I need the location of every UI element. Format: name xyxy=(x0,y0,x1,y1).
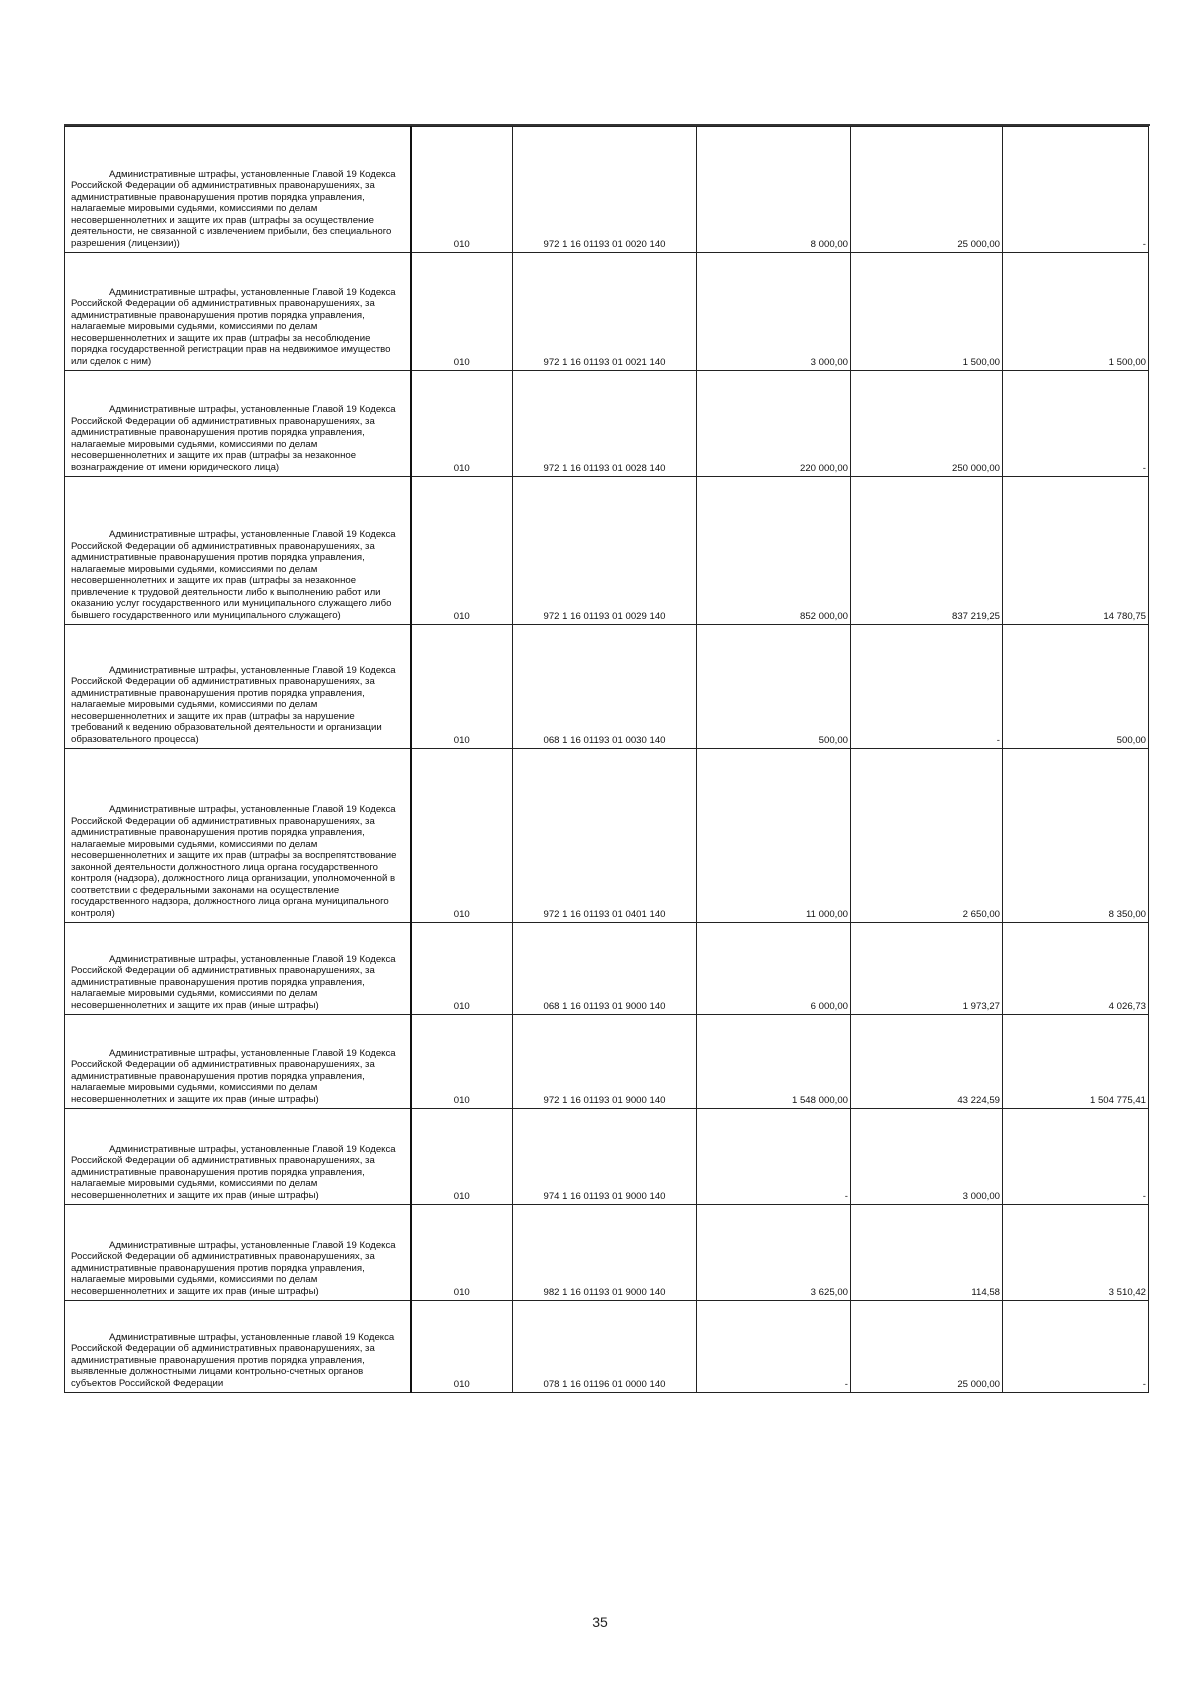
row-budget-code-cell xyxy=(513,749,697,923)
row-name-text: Административные штрафы, установленные Главой 19 Кодекса Российской Федерации об административных правонарушениях, за административные правонарушения против порядка управления, налагаемые мировыми судьями, комиссиями по делам несовершеннолетних и защите их прав (штрафы за осуществление деятельности, не связанной с извлечением прибыли, без специального разрешения (лицензии)) xyxy=(71,168,396,249)
row-executed-cell xyxy=(851,253,1003,371)
row-approved-text: 8 000,00 xyxy=(810,238,848,250)
row-executed-text: 1 500,00 xyxy=(962,356,1000,368)
row-line-code-text: 010 xyxy=(453,734,470,746)
row-executed-cell xyxy=(851,749,1003,923)
table-row xyxy=(65,1015,1149,1109)
row-line-code-text: 010 xyxy=(453,462,470,474)
row-approved-text: 220 000,00 xyxy=(799,462,848,474)
row-line-code-cell xyxy=(411,923,513,1015)
row-unexecuted-cell xyxy=(1003,477,1149,625)
row-line-code-cell xyxy=(411,477,513,625)
row-budget-code-text: 972 1 16 01193 01 9000 140 xyxy=(543,1094,666,1106)
row-unexecuted-text: 500,00 xyxy=(1116,734,1146,746)
row-budget-code-text: 078 1 16 01196 01 0000 140 xyxy=(543,1378,666,1390)
row-line-code-cell xyxy=(411,1015,513,1109)
row-unexecuted-cell xyxy=(1003,625,1149,749)
row-executed-cell xyxy=(851,1301,1003,1393)
row-name-cell xyxy=(65,127,411,253)
row-executed-cell xyxy=(851,127,1003,253)
row-approved-cell xyxy=(697,477,851,625)
row-executed-cell xyxy=(851,1205,1003,1301)
row-budget-code-text: 068 1 16 01193 01 0030 140 xyxy=(543,734,666,746)
row-budget-code-text: 972 1 16 01193 01 0028 140 xyxy=(543,462,666,474)
row-executed-text: 3 000,00 xyxy=(962,1190,1000,1202)
table-row xyxy=(65,1205,1149,1301)
row-line-code-cell xyxy=(411,749,513,923)
row-unexecuted-text: 3 510,42 xyxy=(1108,1286,1146,1298)
row-line-code-text: 010 xyxy=(453,908,470,920)
row-unexecuted-text: 4 026,73 xyxy=(1108,1000,1146,1012)
row-executed-text: 25 000,00 xyxy=(957,1378,1000,1390)
row-line-code-cell xyxy=(411,625,513,749)
row-unexecuted-cell xyxy=(1003,127,1149,253)
row-line-code-text: 010 xyxy=(453,238,470,250)
row-budget-code-cell xyxy=(513,1301,697,1393)
row-budget-code-text: 974 1 16 01193 01 9000 140 xyxy=(543,1190,666,1202)
row-budget-code-cell xyxy=(513,1015,697,1109)
row-approved-cell xyxy=(697,1109,851,1205)
row-unexecuted-cell xyxy=(1003,1015,1149,1109)
row-approved-cell xyxy=(697,923,851,1015)
row-name-cell xyxy=(65,625,411,749)
row-approved-text: 11 000,00 xyxy=(806,908,848,920)
row-executed-cell xyxy=(851,1015,1003,1109)
row-unexecuted-text: 1 500,00 xyxy=(1108,356,1146,368)
row-name-text: Административные штрафы, установленные Главой 19 Кодекса Российской Федерации об административных правонарушениях, за административные правонарушения против порядка управления, налагаемые мировыми судьями, комиссиями по делам несовершеннолетних и защите их прав (штрафы за незаконное вознаграждение от имени юридического лица) xyxy=(71,404,396,473)
row-executed-cell xyxy=(851,371,1003,477)
row-approved-text: - xyxy=(844,1378,848,1390)
row-budget-code-cell xyxy=(513,1109,697,1205)
row-budget-code-text: 972 1 16 01193 01 0401 140 xyxy=(543,908,666,920)
row-executed-cell xyxy=(851,923,1003,1015)
row-line-code-cell xyxy=(411,1205,513,1301)
row-approved-cell xyxy=(697,253,851,371)
row-name-cell xyxy=(65,371,411,477)
row-approved-text: 1 548 000,00 xyxy=(791,1094,848,1106)
row-approved-cell xyxy=(697,749,851,923)
row-executed-text: 43 224,59 xyxy=(957,1094,1000,1106)
table-row xyxy=(65,253,1149,371)
row-approved-cell xyxy=(697,371,851,477)
row-name-text: Административные штрафы, установленные Главой 19 Кодекса Российской Федерации об административных правонарушениях, за административные правонарушения против порядка управления, налагаемые мировыми судьями, комиссиями по делам несовершеннолетних и защите их прав (иные штрафы) xyxy=(71,1143,396,1201)
row-name-cell xyxy=(65,253,411,371)
row-line-code-text: 010 xyxy=(453,1378,470,1390)
row-executed-text: 1 973,27 xyxy=(962,1000,1000,1012)
row-budget-code-text: 972 1 16 01193 01 0029 140 xyxy=(543,610,666,622)
row-approved-cell xyxy=(697,1205,851,1301)
row-unexecuted-cell xyxy=(1003,923,1149,1015)
table-row xyxy=(65,923,1149,1015)
row-budget-code-cell xyxy=(513,625,697,749)
row-unexecuted-text: 8 350,00 xyxy=(1108,908,1146,920)
table-row xyxy=(65,371,1149,477)
row-line-code-text: 010 xyxy=(453,1000,470,1012)
row-executed-cell xyxy=(851,625,1003,749)
row-approved-text: 3 000,00 xyxy=(810,356,848,368)
row-line-code-text: 010 xyxy=(453,610,470,622)
row-executed-text: 250 000,00 xyxy=(951,462,1000,474)
row-unexecuted-text: - xyxy=(1142,462,1146,474)
row-line-code-text: 010 xyxy=(453,1286,470,1298)
row-budget-code-text: 972 1 16 01193 01 0021 140 xyxy=(543,356,666,368)
row-line-code-text: 010 xyxy=(453,356,470,368)
row-name-cell xyxy=(65,749,411,923)
row-approved-text: 500,00 xyxy=(818,734,848,746)
row-line-code-cell xyxy=(411,1109,513,1205)
table-body xyxy=(65,127,1149,1393)
row-name-cell xyxy=(65,1301,411,1393)
row-unexecuted-cell xyxy=(1003,1301,1149,1393)
row-approved-cell xyxy=(697,625,851,749)
row-unexecuted-text: - xyxy=(1142,1190,1146,1202)
table-row xyxy=(65,127,1149,253)
row-approved-text: 6 000,00 xyxy=(810,1000,848,1012)
row-name-cell xyxy=(65,923,411,1015)
row-executed-text: 2 650,00 xyxy=(962,908,1000,920)
row-unexecuted-text: - xyxy=(1142,1378,1146,1390)
row-executed-text: - xyxy=(996,734,1000,746)
row-approved-text: 852 000,00 xyxy=(799,610,848,622)
row-name-text: Административные штрафы, установленные главой 19 Кодекса Российской Федерации об административных правонарушениях, за административные правонарушения против порядка управления, выявленные должностными лицами контрольно-счетных органов субъектов Российской Федерации xyxy=(71,1331,395,1389)
row-approved-cell xyxy=(697,1301,851,1393)
row-executed-text: 114,58 xyxy=(971,1286,1000,1298)
row-name-text: Административные штрафы, установленные Главой 19 Кодекса Российской Федерации об административных правонарушениях, за административные правонарушения против порядка управления, налагаемые мировыми судьями, комиссиями по делам несовершеннолетних и защите их прав (штрафы за воспрепятствование законной деятельности должностного лица органа государственного контроля (надзора), должностного лица организации, уполномоченной в соответствии с федеральными законами на осуществление государственного надзора, должностного лица органа муниципального контроля) xyxy=(71,804,397,919)
row-name-text: Административные штрафы, установленные Главой 19 Кодекса Российской Федерации об административных правонарушениях, за административные правонарушения против порядка управления, налагаемые мировыми судьями, комиссиями по делам несовершеннолетних и защите их прав (штрафы за незаконное привлечение к трудовой деятельности либо к выполнению работ или оказанию услуг государственного или муниципального служащего либо бывшего государственного или муниципального служащего) xyxy=(71,529,396,621)
page-number: 35 xyxy=(592,1614,608,1630)
row-executed-text: 837 219,25 xyxy=(951,610,1000,622)
row-line-code-cell xyxy=(411,371,513,477)
table-row xyxy=(65,1109,1149,1205)
row-budget-code-text: 068 1 16 01193 01 9000 140 xyxy=(543,1000,666,1012)
row-line-code-cell xyxy=(411,253,513,371)
report-sheet xyxy=(64,126,1148,1393)
row-line-code-cell xyxy=(411,127,513,253)
row-unexecuted-text: - xyxy=(1142,238,1146,250)
row-name-text: Административные штрафы, установленные Главой 19 Кодекса Российской Федерации об административных правонарушениях, за административные правонарушения против порядка управления, налагаемые мировыми судьями, комиссиями по делам несовершеннолетних и защите их прав (иные штрафы) xyxy=(71,1239,396,1297)
row-unexecuted-cell xyxy=(1003,371,1149,477)
row-name-cell xyxy=(65,1015,411,1109)
table-row xyxy=(65,477,1149,625)
row-executed-cell xyxy=(851,477,1003,625)
row-name-text: Административные штрафы, установленные Главой 19 Кодекса Российской Федерации об административных правонарушениях, за административные правонарушения против порядка управления, налагаемые мировыми судьями, комиссиями по делам несовершеннолетних и защите их прав (иные штрафы) xyxy=(71,1047,396,1105)
row-line-code-cell xyxy=(411,1301,513,1393)
row-budget-code-cell xyxy=(513,253,697,371)
row-name-cell xyxy=(65,1205,411,1301)
row-name-text: Административные штрафы, установленные Главой 19 Кодекса Российской Федерации об административных правонарушениях, за административные правонарушения против порядка управления, налагаемые мировыми судьями, комиссиями по делам несовершеннолетних и защите их прав (штрафы за нарушение требований к ведению образовательной деятельности и организации образовательного процесса) xyxy=(71,664,396,745)
row-budget-code-text: 982 1 16 01193 01 9000 140 xyxy=(543,1286,666,1298)
row-approved-cell xyxy=(697,1015,851,1109)
table-row xyxy=(65,749,1149,923)
income-report-table xyxy=(64,126,1149,1393)
row-budget-code-cell xyxy=(513,371,697,477)
row-line-code-text: 010 xyxy=(453,1190,470,1202)
row-unexecuted-text: 14 780,75 xyxy=(1103,610,1146,622)
row-line-code-text: 010 xyxy=(453,1094,470,1106)
row-unexecuted-cell xyxy=(1003,1205,1149,1301)
row-approved-cell xyxy=(697,127,851,253)
row-unexecuted-text: 1 504 775,41 xyxy=(1089,1094,1146,1106)
row-executed-text: 25 000,00 xyxy=(957,238,1000,250)
row-executed-cell xyxy=(851,1109,1003,1205)
row-budget-code-cell xyxy=(513,1205,697,1301)
row-approved-text: 3 625,00 xyxy=(810,1286,848,1298)
row-unexecuted-cell xyxy=(1003,1109,1149,1205)
row-unexecuted-cell xyxy=(1003,749,1149,923)
row-budget-code-cell xyxy=(513,923,697,1015)
row-budget-code-cell xyxy=(513,127,697,253)
table-row xyxy=(65,625,1149,749)
row-approved-text: - xyxy=(844,1190,848,1202)
row-name-cell xyxy=(65,477,411,625)
table-row xyxy=(65,1301,1149,1393)
row-name-text: Административные штрафы, установленные Главой 19 Кодекса Российской Федерации об административных правонарушениях, за административные правонарушения против порядка управления, налагаемые мировыми судьями, комиссиями по делам несовершеннолетних и защите их прав (иные штрафы) xyxy=(71,953,396,1011)
row-budget-code-text: 972 1 16 01193 01 0020 140 xyxy=(543,238,666,250)
row-name-cell xyxy=(65,1109,411,1205)
row-unexecuted-cell xyxy=(1003,253,1149,371)
row-budget-code-cell xyxy=(513,477,697,625)
row-name-text: Административные штрафы, установленные Главой 19 Кодекса Российской Федерации об административных правонарушениях, за административные правонарушения против порядка управления, налагаемые мировыми судьями, комиссиями по делам несовершеннолетних и защите их прав (штрафы за несоблюдение порядка государственной регистрации прав на недвижимое имущество или сделок с ним) xyxy=(71,286,396,367)
